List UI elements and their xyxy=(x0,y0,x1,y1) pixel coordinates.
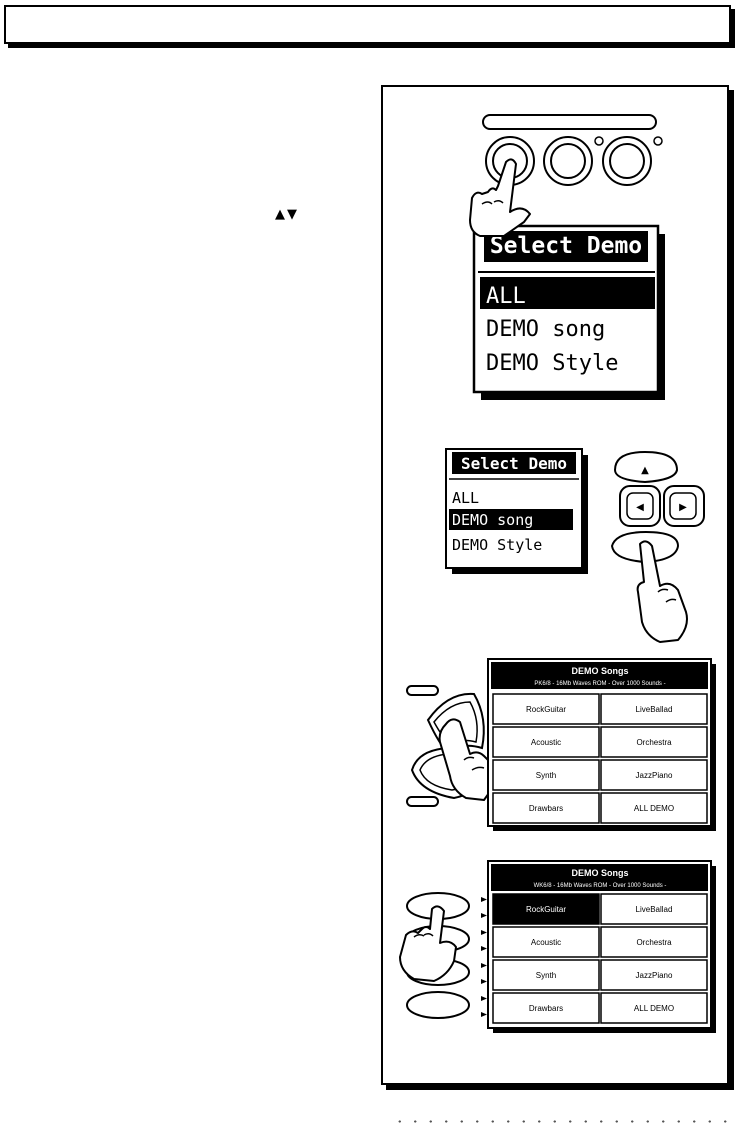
small-display-title: Select Demo xyxy=(461,454,567,473)
small-display xyxy=(446,449,588,574)
demo-songs-screen-2 xyxy=(488,861,716,1033)
up-arrow-icon: ▲ xyxy=(641,465,649,476)
demo-song-label: ALL DEMO xyxy=(633,804,675,813)
demo-song-label: Acoustic xyxy=(530,938,562,947)
demo-song-label: RockGuitar xyxy=(525,905,567,914)
large-display-item: DEMO song xyxy=(486,317,606,342)
songs-screen-subtitle: WK6/8 - 16Mb Waves ROM - Over 1000 Sounds - xyxy=(533,883,667,889)
large-display-item: ALL xyxy=(486,284,526,309)
songs-screen-title: DEMO Songs xyxy=(571,868,629,878)
demo-song-label: JazzPiano xyxy=(635,971,673,980)
small-display-item: ALL xyxy=(452,489,480,507)
small-display-item: DEMO Style xyxy=(452,536,543,554)
demo-songs-screen-1 xyxy=(488,659,716,831)
demo-song-label: Synth xyxy=(535,771,557,780)
large-display-title: Select Demo xyxy=(489,233,643,259)
up-down-arrows-icon: ▲▼ xyxy=(275,207,299,222)
demo-song-label: Orchestra xyxy=(636,738,672,747)
dotted-rule xyxy=(392,1120,738,1123)
left-arrow-icon: ◀ xyxy=(636,502,644,513)
songs-screen-title: DEMO Songs xyxy=(571,666,629,676)
arrow-pad xyxy=(612,452,704,562)
songs-screen-subtitle: PK6/8 - 16Mb Waves ROM - Over 1000 Sounds - xyxy=(534,681,666,687)
demo-song-label: JazzPiano xyxy=(635,771,673,780)
large-display-item: DEMO Style xyxy=(486,351,619,376)
large-display xyxy=(474,226,665,400)
demo-song-label: Synth xyxy=(535,971,557,980)
demo-song-label: RockGuitar xyxy=(525,705,567,714)
right-arrow-icon: ▶ xyxy=(679,502,687,513)
demo-song-label: ALL DEMO xyxy=(633,1004,675,1013)
demo-song-label: Orchestra xyxy=(636,938,672,947)
small-display-item: DEMO song xyxy=(452,511,534,529)
demo-song-label: Drawbars xyxy=(528,804,564,813)
demo-song-label: LiveBallad xyxy=(635,905,673,914)
demo-song-label: Acoustic xyxy=(530,738,562,747)
demo-song-label: Drawbars xyxy=(528,1004,564,1013)
demo-song-label: LiveBallad xyxy=(635,705,673,714)
